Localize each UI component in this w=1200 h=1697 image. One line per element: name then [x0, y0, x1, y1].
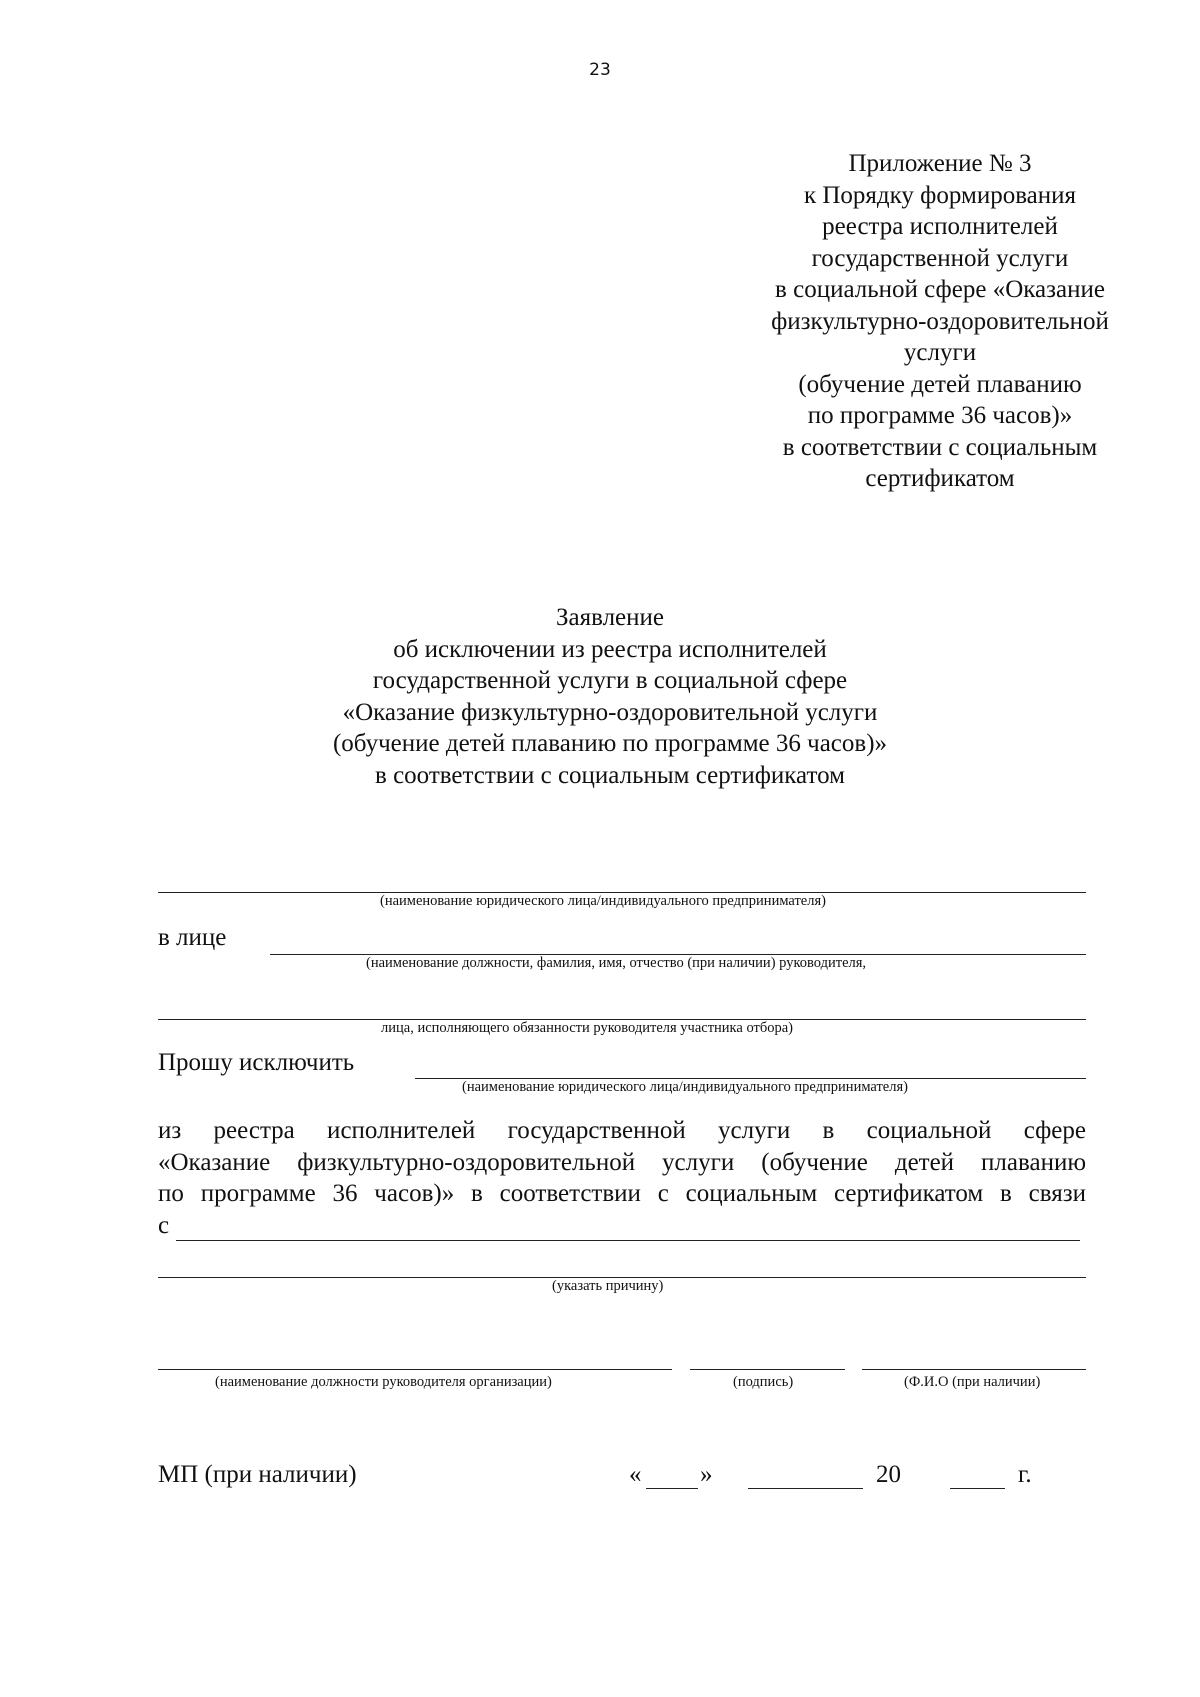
- day-field[interactable]: [646, 1488, 698, 1489]
- appendix-line: в социальной сфере «Оказание: [775, 276, 1105, 303]
- appendix-line: услуги: [903, 339, 977, 366]
- title-line: (обучение детей плаванию по программе 36 часов)»: [332, 730, 888, 757]
- appendix-line: физкультурно-оздоровительной: [771, 307, 1109, 335]
- date-open-quote: «: [629, 1461, 642, 1488]
- request-label: Прошу исключить: [158, 1049, 355, 1076]
- paragraph-line: «Оказание физкультурно-оздоровительной услуги (обучение детей плаванию: [158, 1148, 1086, 1176]
- appendix-line: по программе 36 часов)»: [807, 402, 1073, 429]
- appendix-line: государственной услуги: [811, 244, 1069, 272]
- year-prefix: 20: [876, 1461, 901, 1488]
- paragraph-line: по программе 36 часов)» в соответствии с социальным сертификатом в связи: [158, 1180, 1086, 1207]
- stamp-label: МП (при наличии): [158, 1461, 357, 1488]
- appendix-line: в соответствии с социальным: [782, 433, 1098, 461]
- title-line: Заявление: [555, 604, 665, 631]
- request-paragraph: [158, 1115, 1086, 1241]
- reason-caption: (указать причину): [552, 1278, 664, 1294]
- appendix-line: реестра исполнителей: [822, 213, 1058, 240]
- head-caption-1: (наименование должности, фамилия, имя, отчество (при наличии) руководителя,: [366, 955, 867, 971]
- appendix-line: сертификатом: [865, 465, 1015, 492]
- position-caption: (наименование должности руководителя организации): [215, 1374, 552, 1390]
- appendix-header: [700, 148, 1180, 495]
- month-field[interactable]: [748, 1488, 863, 1489]
- signature-field[interactable]: [690, 1369, 845, 1370]
- fio-caption: (Ф.И.О (при наличии): [904, 1374, 1041, 1390]
- appendix-line: (обучение детей плаванию: [798, 370, 1082, 398]
- position-field[interactable]: [158, 1369, 672, 1370]
- appendix-line: Приложение № 3: [848, 150, 1032, 177]
- paragraph-line: с: [158, 1211, 170, 1239]
- in-person-label: в лице: [158, 924, 227, 951]
- appendix-line: к Порядку формирования: [803, 181, 1077, 209]
- document-title: [160, 602, 1060, 791]
- paragraph-line: из реестра исполнителей государственной услуги в социальной сфере: [158, 1117, 1086, 1144]
- date-close-quote: »: [700, 1461, 713, 1488]
- org-name-caption: (наименование юридического лица/индивидуального предпринимателя): [380, 893, 826, 909]
- excluded-org-caption: (наименование юридического лица/индивидуального предпринимателя): [462, 1079, 908, 1095]
- title-line: об исключении из реестра исполнителей: [393, 635, 827, 663]
- page-number: 23: [589, 60, 611, 80]
- year-suffix: г.: [1018, 1461, 1032, 1488]
- title-line: «Оказание физкультурно-оздоровительной услуги: [342, 698, 878, 726]
- reason-field[interactable]: [176, 1240, 1080, 1241]
- signature-caption: (подпись): [733, 1374, 794, 1390]
- year-field[interactable]: [950, 1488, 1005, 1489]
- head-caption-2: лица, исполняющего обязанности руководителя участника отбора): [381, 1020, 793, 1036]
- fio-field[interactable]: [862, 1369, 1086, 1370]
- title-line: в соответствии с социальным сертификатом: [375, 761, 845, 789]
- title-line: государственной услуги в социальной сфере: [372, 667, 848, 694]
